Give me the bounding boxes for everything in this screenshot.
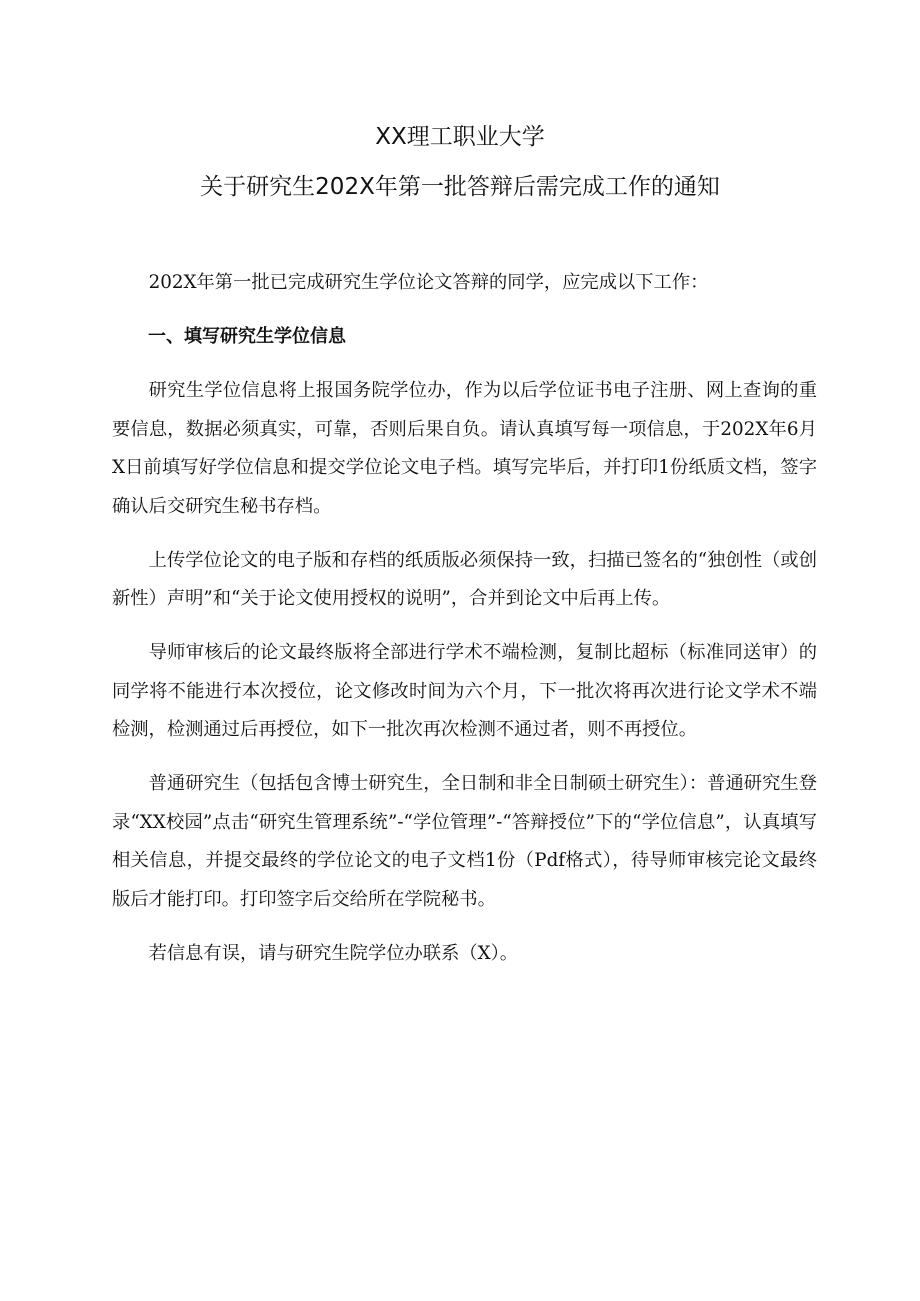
- body-paragraph-plagiarism-check: 导师审核后的论文最终版将全部进行学术不端检测，复制比超标（标准同送审）的同学将不能进行本次授位，论文修改时间为六个月，下一批次将再次进行论文学术不端检测，检测通过后再授位，如下一批次再次检测不通过者，则不再授位。: [112, 642, 817, 740]
- document-title-institution: XX理工职业大学: [375, 124, 545, 150]
- section-heading: 一、填写研究生学位信息: [148, 326, 346, 347]
- body-paragraph-degree-info: 研究生学位信息将上报国务院学位办，作为以后学位证书电子注册、网上查询的重要信息，数据必须真实，可靠，否则后果自负。请认真填写每一项信息，于202X年6月X日前填写好学位信息和提交学位论文电子档。填写完毕后，并打印1份纸质文档，签字确认后交研究生秘书存档。: [112, 380, 817, 517]
- body-paragraph-contact: 若信息有误，请与研究生院学位办联系（X）。: [148, 942, 519, 964]
- body-paragraph-procedure: 普通研究生（包括包含博士研究生，全日制和非全日制硕士研究生）：普通研究生登录“XX校园”点击“研究生管理系统”-“学位管理”-“答辩授位”下的“学位信息”，认真填写相关信息，并提交最终的学位论文的电子文档1份（Pdf格式），待导师审核完论文最终版后才能打印。打印签字后交给所在学院秘书。: [112, 773, 817, 910]
- body-paragraph-upload: 上传学位论文的电子版和存档的纸质版必须保持一致，扫描已签名的“独创性（或创新性）声明”和“关于论文使用授权的说明”，合并到论文中后再上传。: [112, 549, 817, 609]
- document-body: [112, 264, 817, 989]
- document-title-notice: 关于研究生202X年第一批答辩后需完成工作的通知: [200, 174, 720, 200]
- intro-paragraph: 202X年第一批已完成研究生学位论文答辩的同学，应完成以下工作：: [148, 272, 709, 293]
